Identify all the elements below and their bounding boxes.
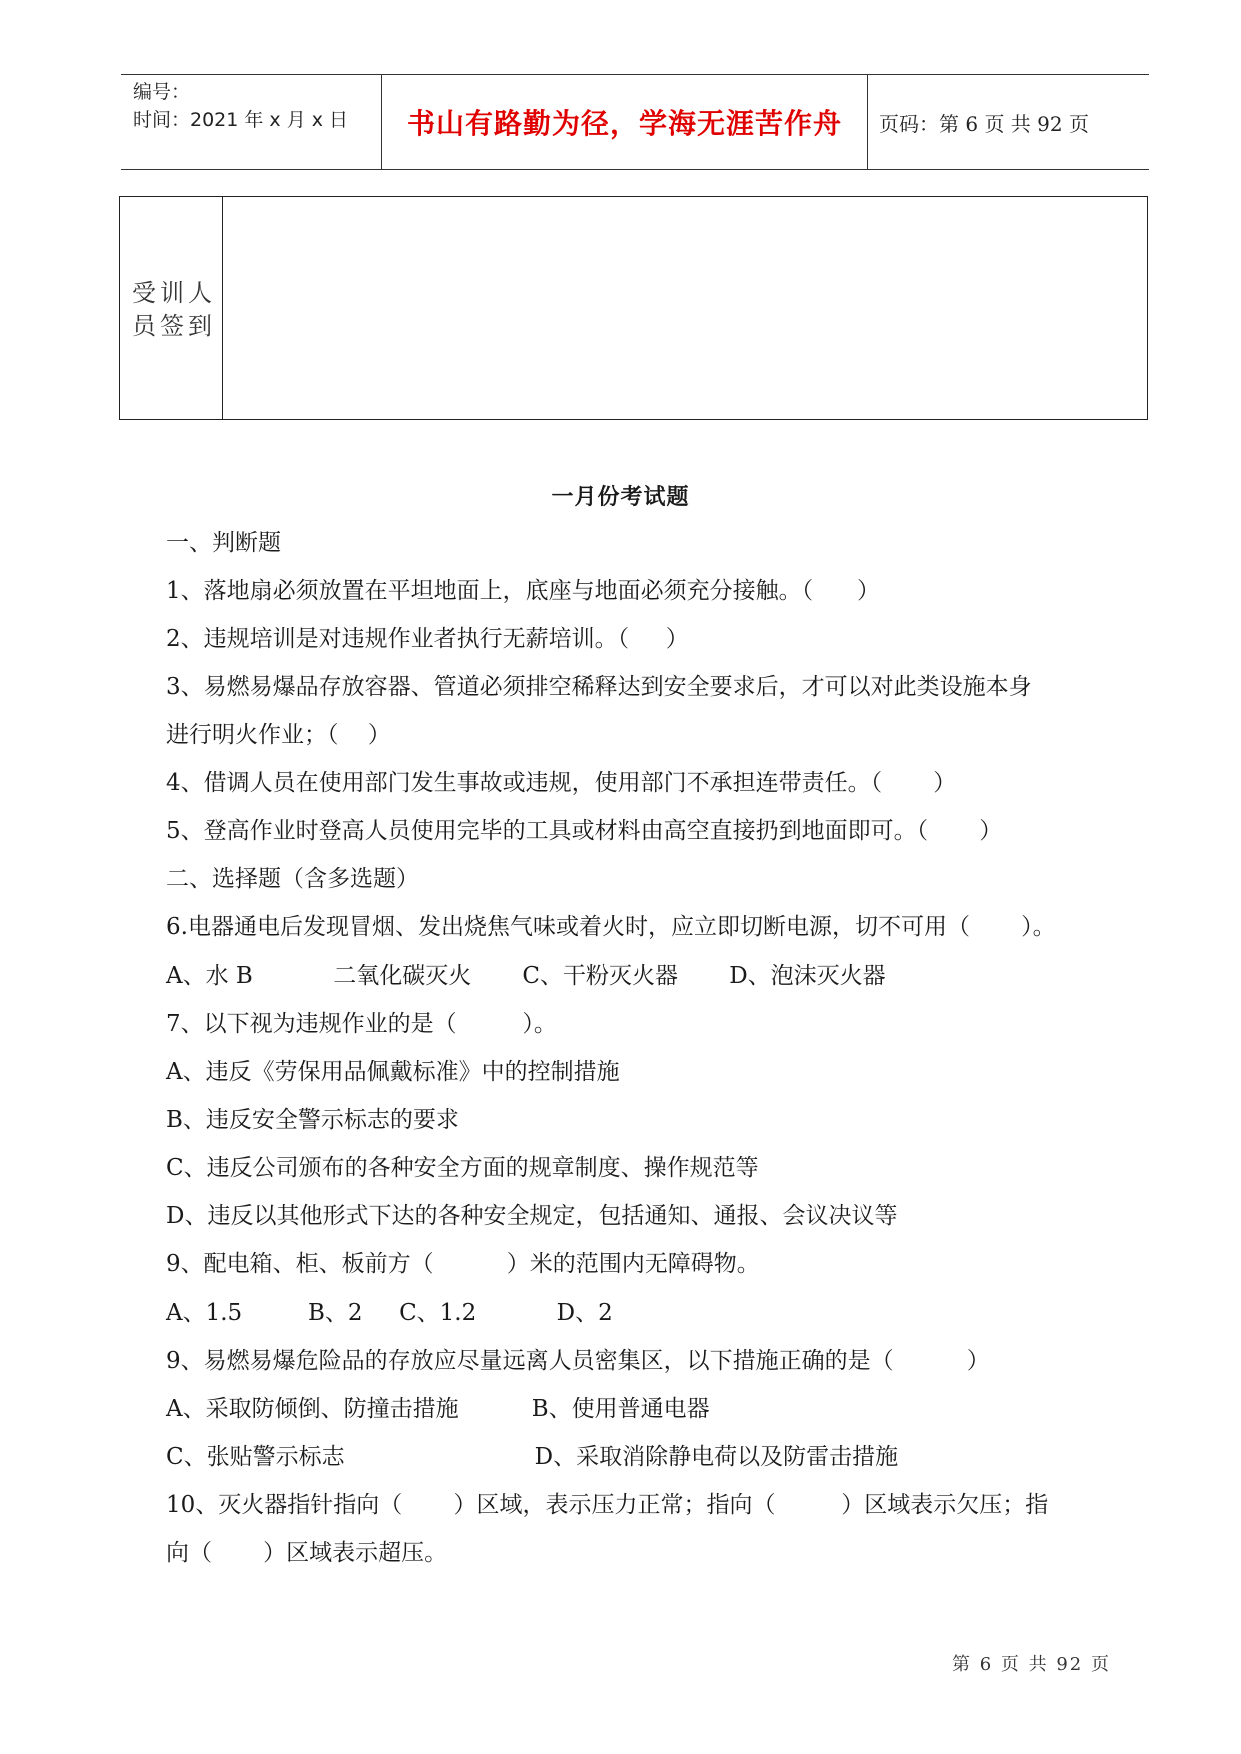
section-heading: 二、选择题（含多选题） [166, 866, 419, 892]
question-line: 9、易燃易爆危险品的存放应尽量远离人员密集区，以下措施正确的是（ ） [166, 1348, 990, 1374]
option-line: A、违反《劳保用品佩戴标准》中的控制措施 [166, 1059, 620, 1085]
page-info: 页码：第 6 页 共 92 页 [879, 111, 1089, 136]
question-line: 6.电器通电后发现冒烟、发出烧焦气味或着火时，应立即切断电源，切不可用（ ）。 [166, 914, 1056, 940]
option-line: C、张贴警示标志 D、采取消除静电荷以及防雷击措施 [166, 1444, 899, 1470]
sign-in-table [119, 196, 1148, 420]
page-header [121, 74, 1149, 170]
question-line: 7、以下视为违规作业的是（ ）。 [166, 1011, 557, 1037]
question-line: 2、违规培训是对违规作业者执行无薪培训。（ ） [166, 626, 689, 652]
option-line: C、违反公司颁布的各种安全方面的规章制度、操作规范等 [166, 1155, 759, 1181]
section-heading: 一、判断题 [166, 530, 281, 556]
question-line: 向（ ）区域表示超压。 [166, 1540, 448, 1566]
time-label: 时间：2021 年 x 月 x 日 [133, 109, 349, 131]
question-line: 5、登高作业时登高人员使用完毕的工具或材料由高空直接扔到地面即可。（ ） [166, 818, 1003, 844]
option-line: A、水 B 二氧化碳灭火 C、干粉灭火器 D、泡沫灭火器 [166, 963, 886, 989]
question-line: 进行明火作业；（ ） [166, 722, 391, 748]
sign-in-label: 受训人员签到 [132, 279, 216, 340]
question-line: 3、易燃易爆品存放容器、管道必须排空稀释达到安全要求后，才可以对此类设施本身 [166, 674, 1032, 700]
option-line: A、采取防倾倒、防撞击措施 B、使用普通电器 [166, 1396, 710, 1422]
motto: 书山有路勤为径，学海无涯苦作舟 [406, 107, 842, 140]
header-motto-cell [381, 75, 868, 169]
header-meta [121, 75, 381, 169]
question-line: 9、配电箱、柜、板前方（ ）米的范围内无障碍物。 [166, 1251, 760, 1277]
option-line: A、1.5 B、2 C、1.2 D、2 [166, 1300, 613, 1326]
number-label: 编号： [133, 81, 191, 103]
header-page-cell [867, 75, 1149, 169]
option-line: B、违反安全警示标志的要求 [166, 1107, 459, 1133]
question-line: 10、灭火器指针指向（ ）区域，表示压力正常；指向（ ）区域表示欠压；指 [166, 1492, 1049, 1518]
option-line: D、违反以其他形式下达的各种安全规定，包括通知、通报、会议决议等 [166, 1203, 898, 1229]
exam-title: 一月份考试题 [551, 484, 690, 510]
question-line: 4、借调人员在使用部门发生事故或违规，使用部门不承担连带责任。（ ） [166, 770, 957, 796]
sign-in-label-cell [120, 197, 223, 419]
page-footer: 第 6 页 共 92 页 [952, 1654, 1111, 1675]
question-line: 1、落地扇必须放置在平坦地面上，底座与地面必须充分接触。（ ） [166, 578, 880, 604]
